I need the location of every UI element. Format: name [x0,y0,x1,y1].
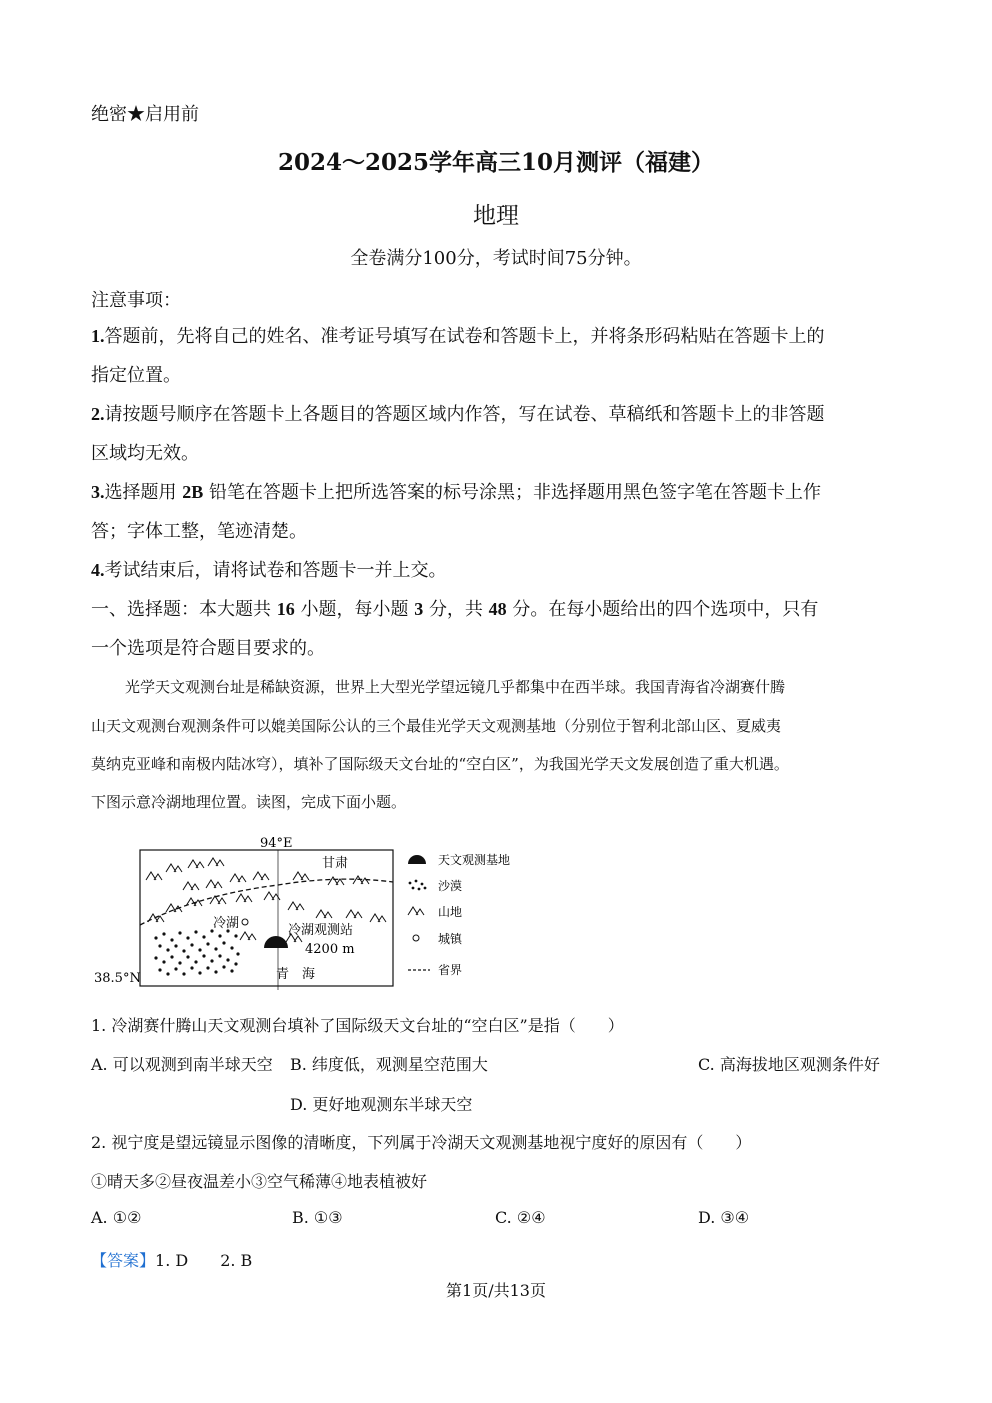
note-3-line2: 答；字体工整，笔迹清楚。 [91,521,307,542]
observatory-marker [264,936,288,948]
question-1-option-a: A. 可以观测到南半球天空 [91,1055,273,1074]
passage-line3: 莫纳克亚峰和南极内陆冰穹），填补了国际级天文台址的“空白区”，为我国光学天文发展创造了重大机遇。 [91,755,789,773]
legend-desert-icon [409,880,427,891]
legend-mountain-label: 山地 [438,905,463,919]
answer-value: 1. D 2. B [155,1251,253,1270]
notes-heading: 注意事项： [91,290,181,311]
question-1-stem: 1. 冷湖赛什腾山天文观测台填补了国际级天文台址的“空白区”是指（ ） [91,1016,624,1035]
note-1-line2: 指定位置。 [91,365,181,386]
passage-line4: 下图示意冷湖地理位置。读图，完成下面小题。 [91,793,407,811]
map-frame [140,850,393,986]
section-1-text-a: 一、选择题：本大题共 [91,599,271,620]
section-1-text-b: 小题，每小题 [300,599,409,620]
section-1-points: 3 [414,599,424,619]
note-4-text: 考试结束后，请将试卷和答题卡一并上交。 [104,560,447,581]
note-2-line1 [91,400,825,426]
question-2-option-d: D. ③④ [698,1208,750,1227]
latitude-label: 38.5°N [94,971,141,986]
exam-title: 2024～2025学年高三10月测评（福建） [277,149,715,176]
note-3-number: 3. [91,482,105,502]
legend-desert-label: 沙漠 [438,879,463,893]
map-label-qinghai: 青 海 [276,967,316,982]
note-2-text: 请按题号顺序在答题卡上各题目的答题区域内作答，写在试卷、草稿纸和答题卡上的非答题 [104,404,825,425]
subject-title: 地理 [473,203,519,229]
passage-line1: 光学天文观测台址是稀缺资源，世界上大型光学望远镜几乎都集中在西半球。我国青海省冷湖赛什腾 [125,678,786,696]
question-2-stem: 2. 视宁度是望远镜显示图像的清晰度，下列属于冷湖天文观测基地视宁度好的原因有（ ） [91,1133,752,1152]
legend-town-icon [413,935,419,941]
question-1-option-b: B. 纬度低，观测星空范围大 [290,1055,488,1074]
map-label-station: 冷湖观测站 [288,923,354,938]
question-1-option-c: C. 高海拔地区观测条件好 [698,1055,880,1074]
lenghu-location-map [88,830,548,990]
map-label-elevation: 4200 m [305,942,355,957]
legend-mountain-icon [408,907,424,915]
section-1-line1 [91,595,818,621]
note-2-line2: 区域均无效。 [91,443,199,464]
section-1-text-c: 分，共 [428,599,483,620]
answer-line [91,1248,252,1271]
note-1-text: 答题前，先将自己的姓名、准考证号填写在试卷和答题卡上，并将条形码粘贴在答题卡上的 [104,326,825,347]
note-4-number: 4. [91,560,105,580]
question-2-option-b: B. ①③ [292,1208,343,1227]
province-border [140,879,393,925]
longitude-label: 94°E [260,836,293,851]
map-label-gansu: 甘肃 [322,856,349,871]
question-2-option-c: C. ②④ [495,1208,546,1227]
section-1-total: 48 [488,599,507,619]
legend-town-label: 城镇 [438,932,463,946]
question-1-option-d: D. 更好地观测东半球天空 [290,1095,473,1114]
section-1-count: 16 [276,599,295,619]
town-marker [242,919,248,925]
note-3-pencil: 2B [182,482,204,502]
question-2-items: ①晴天多②昼夜温差小③空气稀薄④地表植被好 [91,1172,428,1191]
legend-border-label: 省界 [438,963,463,977]
note-1-line1 [91,322,825,348]
question-2-option-a: A. ①② [91,1208,142,1227]
answer-label: 【答案】 [91,1251,156,1270]
secret-label: 绝密★启用前 [91,104,199,125]
score-info: 全卷满分100分，考试时间75分钟。 [350,248,642,269]
legend-observatory-icon [408,855,426,864]
map-label-lenghu: 冷湖 [213,916,240,931]
page-number: 第1页/共13页 [446,1281,546,1300]
note-4-line1 [91,556,447,582]
note-3-text-a: 选择题用 [104,482,177,503]
desert-area [154,929,239,975]
note-3-text-b: 铅笔在答题卡上把所选答案的标号涂黑；非选择题用黑色签字笔在答题卡上作 [208,482,821,503]
note-2-number: 2. [91,404,105,424]
note-3-line1 [91,478,821,504]
legend-observatory-label: 天文观测基地 [438,853,511,867]
section-1-text-d: 分。在每小题给出的四个选项中，只有 [512,599,819,620]
section-1-line2: 一个选项是符合题目要求的。 [91,638,325,659]
note-1-number: 1. [91,326,105,346]
passage-line2: 山天文观测台观测条件可以媲美国际公认的三个最佳光学天文观测基地（分别位于智利北部山区、夏威夷 [91,717,782,735]
